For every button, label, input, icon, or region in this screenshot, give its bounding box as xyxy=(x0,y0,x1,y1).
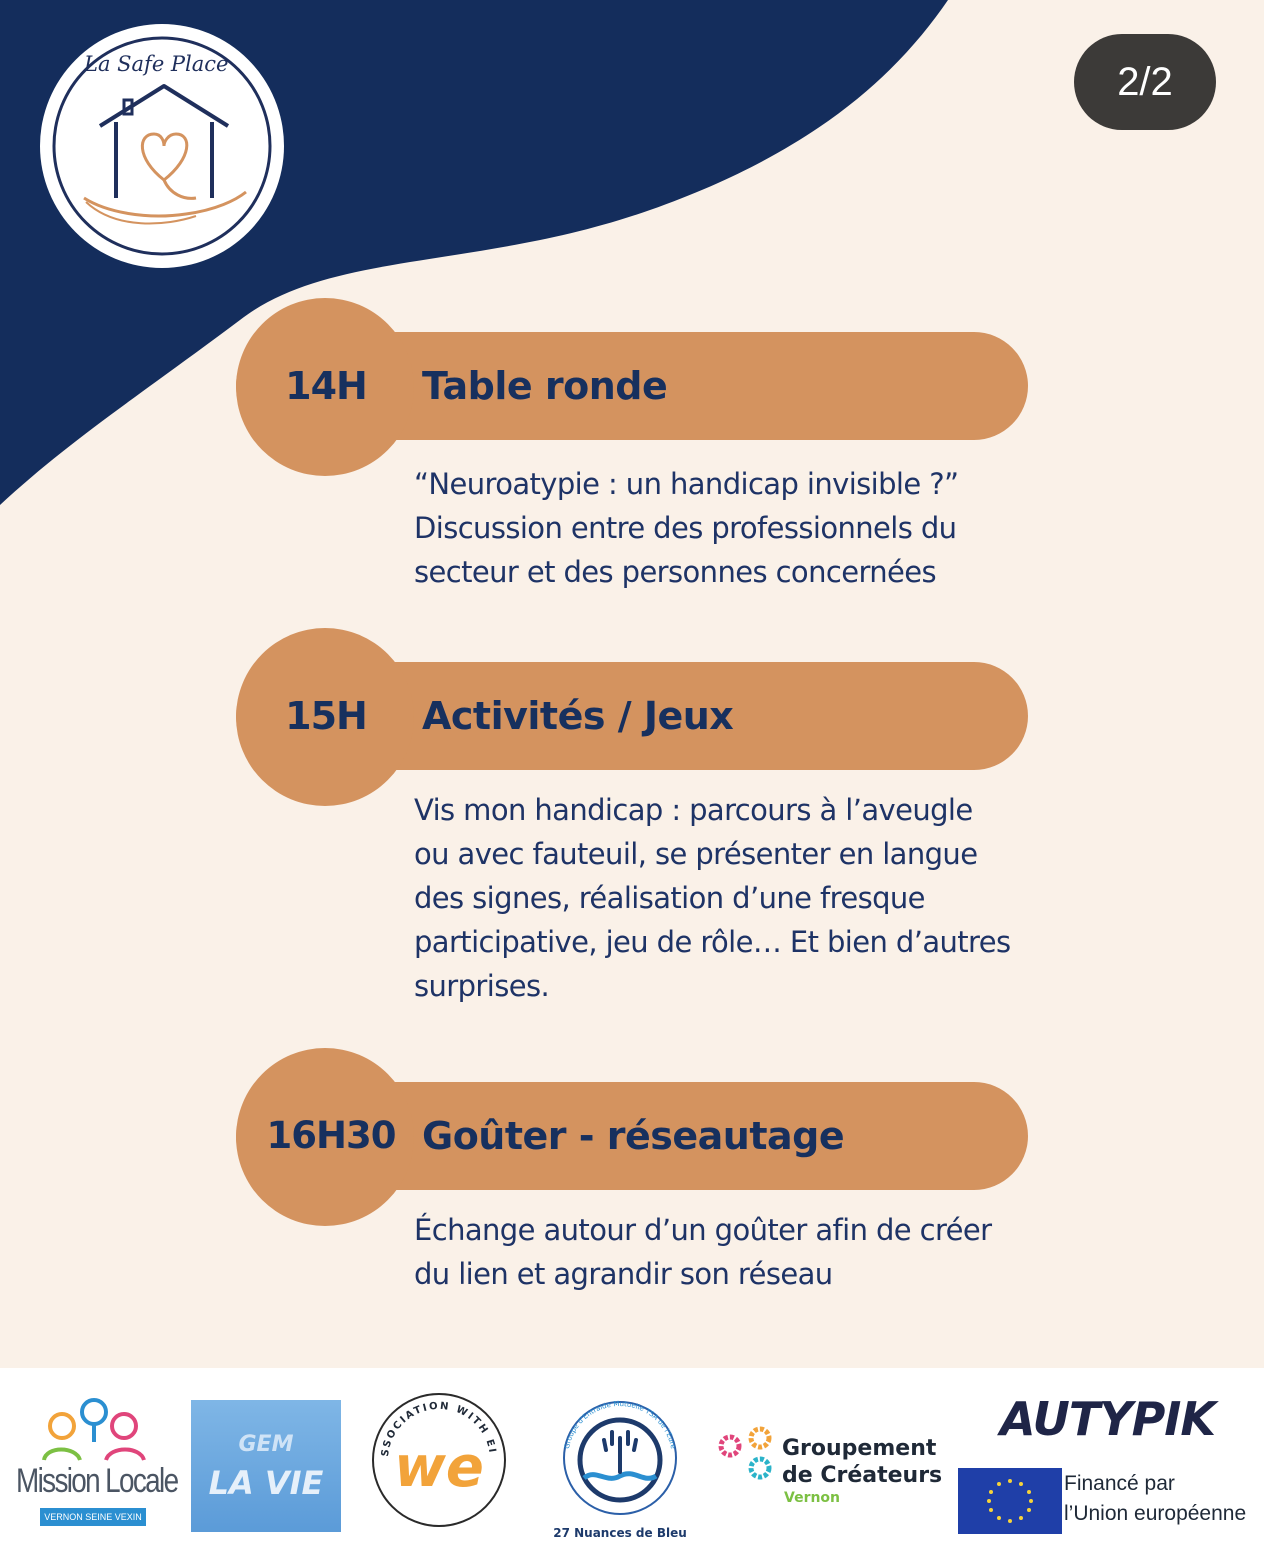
we-arc-text: SSOCIATION WITH EI xyxy=(379,1400,498,1458)
mission-locale-logo xyxy=(0,1368,180,1561)
event-time: 16H30 xyxy=(266,1114,396,1157)
event-title: Table ronde xyxy=(422,364,668,408)
page-indicator-label: 2/2 xyxy=(1117,59,1173,104)
nuances-arc-text: Groupe d'Entraide Mutuelle TSA de l'Eure xyxy=(562,1399,678,1450)
event-time: 15H xyxy=(285,694,367,738)
event-title: Activités / Jeux xyxy=(422,694,734,738)
mission-locale-icon xyxy=(36,1396,156,1466)
gem-la-vie-logo xyxy=(191,1400,341,1532)
page-indicator xyxy=(1074,34,1216,130)
gem-line1: GEM xyxy=(238,1432,294,1457)
logo-text: La Safe Place xyxy=(84,52,229,76)
gears-icon xyxy=(716,1424,778,1486)
event-title: Goûter - réseautage xyxy=(422,1114,845,1158)
event-time: 14H xyxy=(285,364,367,408)
event-description: Vis mon handicap : parcours à l’aveugle ou avec fauteuil, se présenter en langue des signes, réalisation d’une fresque participative, jeu de rôle… Et bien d’autres surprises. xyxy=(414,793,1011,1003)
event-description: Échange autour d’un goûter afin de créer du lien et agrandir son réseau xyxy=(414,1213,992,1291)
autypik-logo: AUTYPIK xyxy=(1000,1392,1216,1446)
eu-funding-line2: l’Union européenne xyxy=(1064,1502,1247,1525)
we-association-logo xyxy=(370,1388,508,1532)
eu-flag-icon xyxy=(958,1468,1062,1534)
groupement-line1: Groupement xyxy=(782,1436,937,1461)
nuances-de-bleu-logo xyxy=(548,1392,692,1522)
partners-footer xyxy=(0,1368,1264,1561)
eu-funding-line1: Financé par xyxy=(1064,1472,1175,1495)
groupement-line2: de Créateurs xyxy=(782,1463,943,1488)
mission-locale-name: Mission Locale xyxy=(16,1462,178,1500)
gem-line2: LA VIE xyxy=(208,1464,324,1502)
groupement-sub: Vernon xyxy=(784,1490,841,1506)
event-description: “Neuroatypie : un handicap invisible ?” Discussion entre des professionnels du secteur et des personnes concernées xyxy=(414,467,959,589)
mission-locale-sub: VERNON SEINE VEXIN xyxy=(40,1508,146,1526)
la-safe-place-logo xyxy=(46,30,278,262)
we-mark: we xyxy=(394,1435,484,1500)
nuances-caption: 27 Nuances de Bleu xyxy=(553,1526,687,1540)
